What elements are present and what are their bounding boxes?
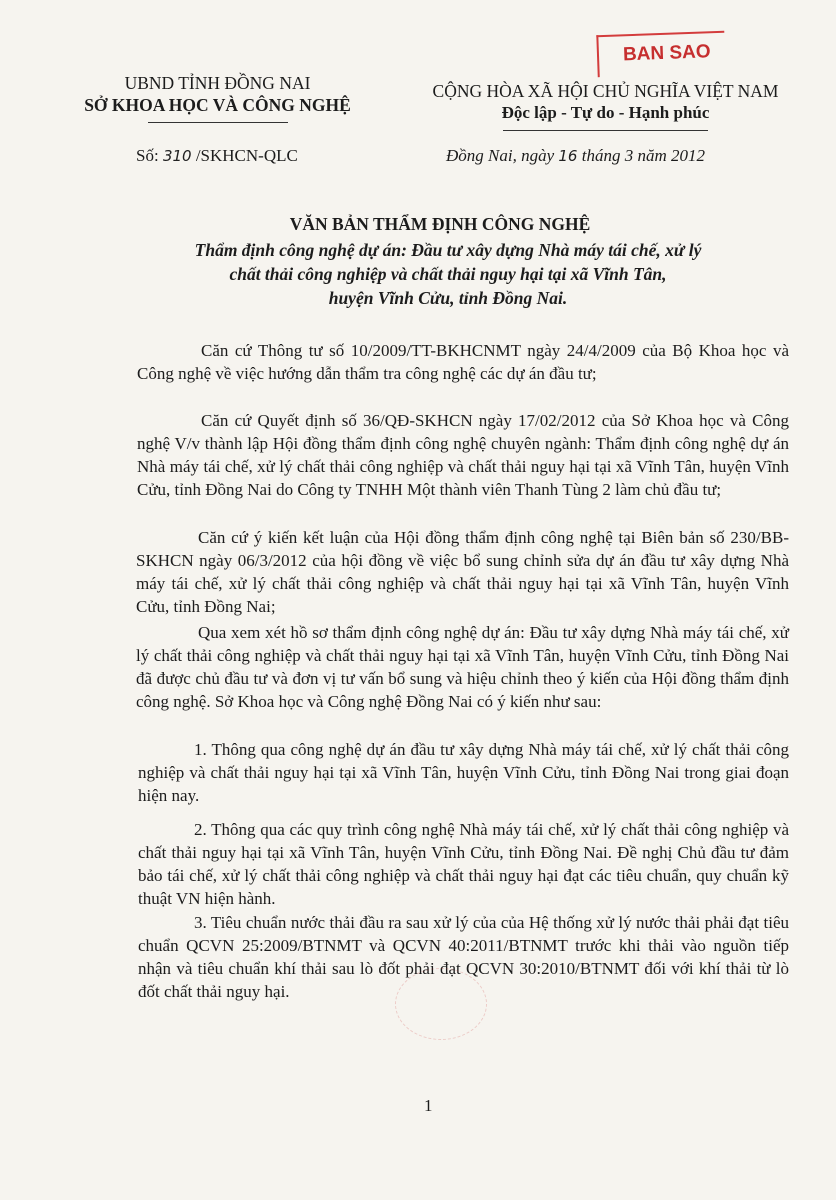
date-prefix: Đồng Nai, ngày bbox=[446, 146, 555, 165]
conclusion-item-3: 3. Tiêu chuẩn nước thải đầu ra sau xử lý của của Hệ thống xử lý nước thải phải đạt tiêu chuẩn QCVN 25:2009/BTNMT và QCVN 40:2011/BTNMT trước khi thải vào nguồn tiếp nhận và tiêu chuẩn khí thải sau lò đốt phải đạt QCVN 30:2010/BTNMT đối với khí thải từ lò đốt chất thải nguy hại. bbox=[138, 913, 789, 1001]
page-number: 1 bbox=[424, 1096, 433, 1115]
issuer-province: UBND TỈNH ĐỒNG NAI bbox=[124, 73, 311, 93]
conclusion-item-2: 2. Thông qua các quy trình công nghệ Nhà máy tái chế, xử lý chất thải công nghiệp và chất thải nguy hại tại xã Vĩnh Tân, huyện Vĩnh Cửu, tỉnh Đồng Nai. Đề nghị Chủ đầu tư đảm bảo tái chế, xử lý chất thải công nghiệp và chất thải nguy hại đạt các tiêu chuẩn, quy chuẩn kỹ thuật VN hiện hành. bbox=[138, 820, 789, 908]
subject-line: Thẩm định công nghệ dự án: Đầu tư xây dựng Nhà máy tái chế, xử lý bbox=[194, 240, 702, 260]
date-suffix: tháng 3 năm 2012 bbox=[581, 146, 705, 165]
review-paragraph: Qua xem xét hồ sơ thẩm định công nghệ dự án: Đầu tư xây dựng Nhà máy tái chế, xử lý chất thải công nghiệp và chất thải nguy hại tại xã Vĩnh Tân, huyện Vĩnh Cửu, tỉnh Đồng Nai đã được chủ đầu tư và đơn vị tư vấn bổ sung và hiệu chỉnh theo ý kiến của Hội đồng thẩm định công nghệ. Sở Khoa học và Công nghệ Đồng Nai có ý kiến như sau: bbox=[136, 623, 789, 711]
country-name: CỘNG HÒA XÃ HỘI CHỦ NGHĨA VIỆT NAM bbox=[432, 81, 779, 101]
issuer-underline bbox=[148, 122, 288, 123]
handwritten-number: 310 bbox=[162, 147, 192, 165]
number-prefix: Số: bbox=[136, 146, 159, 165]
document-number bbox=[136, 146, 298, 166]
issue-date bbox=[446, 146, 705, 166]
document-title: VĂN BẢN THẨM ĐỊNH CÔNG NGHỆ bbox=[289, 214, 591, 234]
basis-paragraph-1: Căn cứ Thông tư số 10/2009/TT-BKHCNMT ngày 24/4/2009 của Bộ Khoa học và Công nghệ về việc hướng dẫn thẩm tra công nghệ các dự án đầu tư; bbox=[137, 341, 789, 383]
issuer-department: SỞ KHOA HỌC VÀ CÔNG NGHỆ bbox=[84, 95, 351, 115]
national-motto-block bbox=[418, 80, 793, 131]
issuer-block bbox=[80, 72, 355, 123]
basis-paragraph-3: Căn cứ ý kiến kết luận của Hội đồng thẩm định công nghệ tại Biên bản số 230/BB-SKHCN ngày 06/3/2012 của hội đồng về việc bổ sung chỉnh sửa dự án đầu tư xây dựng Nhà máy tái chế, xử lý chất thải công nghiệp và chất thải nguy hại tại xã Vĩnh Tân, huyện Vĩnh Cửu, tỉnh Đồng Nai; bbox=[136, 528, 789, 616]
number-suffix: /SKHCN-QLC bbox=[195, 146, 298, 165]
subject-line: huyện Vĩnh Cửu, tỉnh Đồng Nai. bbox=[328, 288, 568, 308]
motto: Độc lập - Tự do - Hạnh phúc bbox=[501, 103, 710, 122]
conclusion-item-1: 1. Thông qua công nghệ dự án đầu tư xây dựng Nhà máy tái chế, xử lý chất thải công nghiệp và chất thải nguy hại tại xã Vĩnh Tân, huyện Vĩnh Cửu, tỉnh Đồng Nai trong giai đoạn hiện nay. bbox=[138, 740, 789, 805]
motto-underline bbox=[503, 130, 708, 131]
subject-line: chất thải công nghiệp và chất thải nguy hại tại xã Vĩnh Tân, bbox=[229, 264, 667, 284]
faint-seal-mark bbox=[395, 968, 487, 1040]
document-subject bbox=[148, 238, 748, 310]
copy-stamp: BAN SAO bbox=[596, 31, 725, 77]
basis-paragraph-2: Căn cứ Quyết định số 36/QĐ-SKHCN ngày 17/02/2012 của Sở Khoa học và Công nghệ V/v thành lập Hội đồng thẩm định công nghệ chuyên ngành: Thẩm định công nghệ dự án Nhà máy tái chế, xử lý chất thải công nghiệp và chất thải nguy hại tại xã Vĩnh Tân, huyện Vĩnh Cửu, tỉnh Đồng Nai do Công ty TNHH Một thành viên Thanh Tùng 2 làm chủ đầu tư; bbox=[137, 411, 789, 499]
handwritten-day: 16 bbox=[558, 147, 578, 165]
